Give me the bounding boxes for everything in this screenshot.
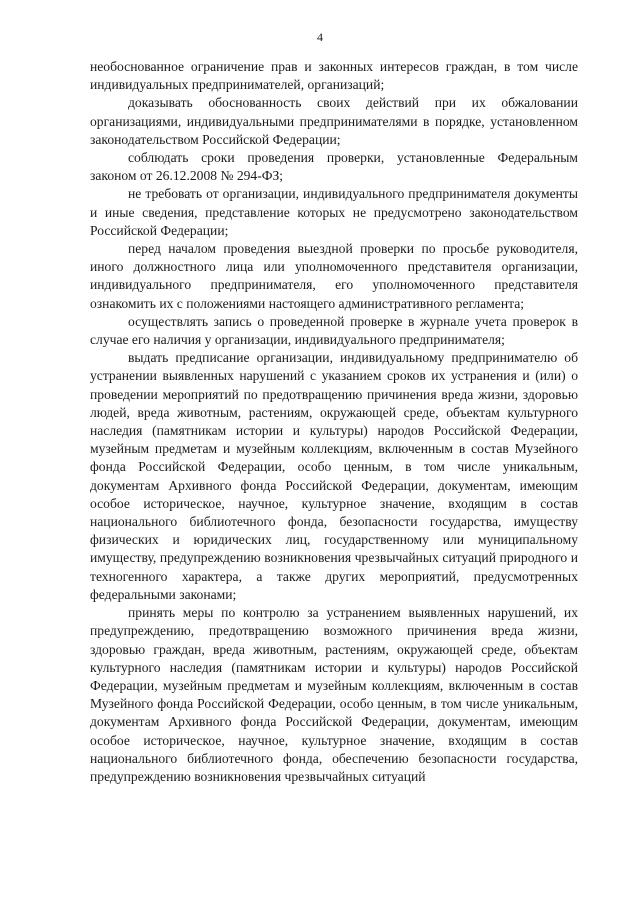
paragraph: осуществлять запись о проведенной проверке в журнале учета проверок в случае его наличия у организации, индивидуального предпринимателя;	[90, 313, 578, 348]
page-number: 4	[317, 30, 323, 44]
paragraph: соблюдать сроки проведения проверки, установленные Федеральным законом от 26.12.2008 № 294-ФЗ;	[90, 150, 578, 184]
paragraph: перед началом проведения выездной проверки по просьбе руководителя, иного должностного лица или уполномоченного представителя организации, индивидуального предпринимателя, его уполномоченного представителя ознакомить их с положениями настоящего административного регламента;	[90, 241, 578, 311]
paragraph: принять меры по контролю за устранением выявленных нарушений, их предупреждению, предотвращению возможного причинения вреда жизни, здоровью граждан, вреда животным, растениям, окружающей среде, объектам культурного наследия (памятникам истории и культуры) народов Российской Федерации, музейным предметам и музейным коллекциям, включенным в состав Музейного фонда Российской Федерации, особо ценным, в том числе уникальным, документам Архивного фонда Российской Федерации, документам, имеющим особое историческое, научное, культурное значение, входящим в состав национального библиотечного фонда, обеспечению безопасности государства, предупреждению возникновения чрезвычайных ситуаций	[90, 605, 578, 784]
paragraph-continued: необоснованное ограничение прав и законных интересов граждан, в том числе индивидуальных предпринимателей, организаций;	[90, 59, 578, 93]
paragraph: выдать предписание организации, индивидуальному предпринимателю об устранении выявленных нарушений с указанием сроков их устранения и (или) о проведении мероприятий по предотвращению причинения вреда жизни, здоровью людей, вреда животным, растениям, окружающей среде, объектам культурного наследия (памятникам истории и культуры) народов Российской Федерации, музейным предметам и музейным коллекциям, включенным в состав Музейного фонда Российской Федерации, особо ценным, в том числе уникальным, документам Архивного фонда Российской Федерации, документам, имеющим особое историческое, научное, культурное значение, входящим в состав национального библиотечного фонда, безопасности государства, имуществу физических и юридических лиц, государственному или муниципальному имуществу, предупреждению возникновения чрезвычайных ситуаций природного и техногенного характера, а также других мероприятий, предусмотренных федеральными законами;	[90, 350, 578, 602]
paragraph: не требовать от организации, индивидуального предпринимателя документы и иные сведения, представление которых не предусмотрено законодательством Российской Федерации;	[90, 186, 578, 238]
document-body	[90, 58, 578, 786]
paragraph: доказывать обоснованность своих действий при их обжаловании организациями, индивидуальными предпринимателями в порядке, установленном законодательством Российской Федерации;	[90, 95, 578, 147]
